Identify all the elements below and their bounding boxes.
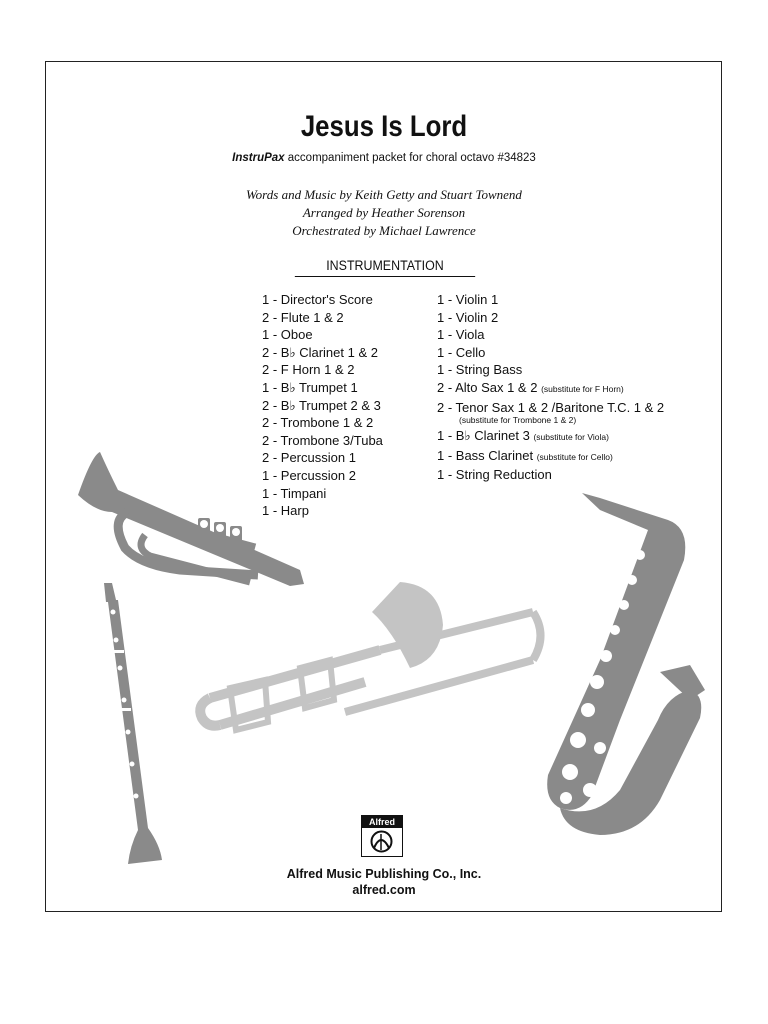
credit-orchestrated: Orchestrated by Michael Lawrence (292, 223, 476, 238)
list-item-text: 1 - B♭ Clarinet 3 (437, 428, 530, 444)
list-item: 1 - Harp (262, 503, 309, 519)
list-item: 1 - Oboe (262, 327, 313, 343)
list-item-text: 1 - String Reduction (437, 467, 552, 483)
list-item: 1 - Director's Score (262, 292, 373, 307)
list-item-text: 1 - Bass Clarinet (437, 447, 534, 463)
list-item: 2 - B♭ Clarinet 1 & 2 (262, 344, 378, 360)
brand-name: InstruPax (232, 152, 285, 164)
list-item-text: 1 - Viola (437, 327, 485, 343)
list-item: 2 - Percussion 1 (262, 450, 356, 466)
list-item: 2 - F Horn 1 & 2 (262, 362, 355, 378)
trumpet-icon (78, 452, 304, 586)
publisher-info (0, 866, 768, 898)
logo-emblem-icon (362, 828, 401, 855)
list-item-text: 1 - Cello (437, 344, 486, 360)
publisher-logo (361, 815, 403, 857)
clarinet-icon (104, 583, 162, 864)
instrumentation-heading: INSTRUMENTATION (295, 258, 475, 277)
list-item-text: 2 - Alto Sax 1 & 2 (437, 379, 538, 395)
list-item: 2 - B♭ Trumpet 2 & 3 (262, 397, 381, 413)
substitute-note: (substitute for Viola) (533, 432, 609, 443)
list-item-text: 2 - Tenor Sax 1 & 2 /Baritone T.C. 1 & 2 (437, 399, 665, 415)
list-item: 1 - B♭ Trumpet 1 (262, 379, 358, 395)
list-item: 2 - Flute 1 & 2 (262, 309, 344, 325)
list-item: 1 - Percussion 2 (262, 467, 356, 483)
list-item-text: 1 - Violin 2 (437, 309, 499, 325)
list-item-text: 1 - Violin 1 (437, 292, 499, 307)
credit-words-music: Words and Music by Keith Getty and Stuart Townend (246, 187, 522, 202)
trombone-icon (200, 582, 540, 730)
page-title: Jesus Is Lord (300, 110, 468, 143)
substitute-note: (substitute for Trombone 1 & 2) (459, 415, 577, 426)
list-item-text: 1 - String Bass (437, 362, 523, 378)
substitute-note: (substitute for Cello) (536, 451, 613, 462)
subtitle-text: accompaniment packet for choral octavo #34823 (284, 152, 536, 164)
saxophone-icon (547, 493, 705, 835)
list-item: 2 - Trombone 1 & 2 (262, 415, 374, 431)
publisher-url: alfred.com (352, 883, 416, 897)
publisher-name: Alfred Music Publishing Co., Inc. (286, 867, 482, 881)
credit-arranged: Arranged by Heather Sorenson (302, 205, 466, 220)
list-item: 2 - Trombone 3/Tuba (262, 432, 383, 448)
list-item: 1 - Timpani (262, 485, 327, 501)
substitute-note: (substitute for F Horn) (541, 383, 624, 394)
logo-wordmark: Alfred (362, 816, 402, 828)
